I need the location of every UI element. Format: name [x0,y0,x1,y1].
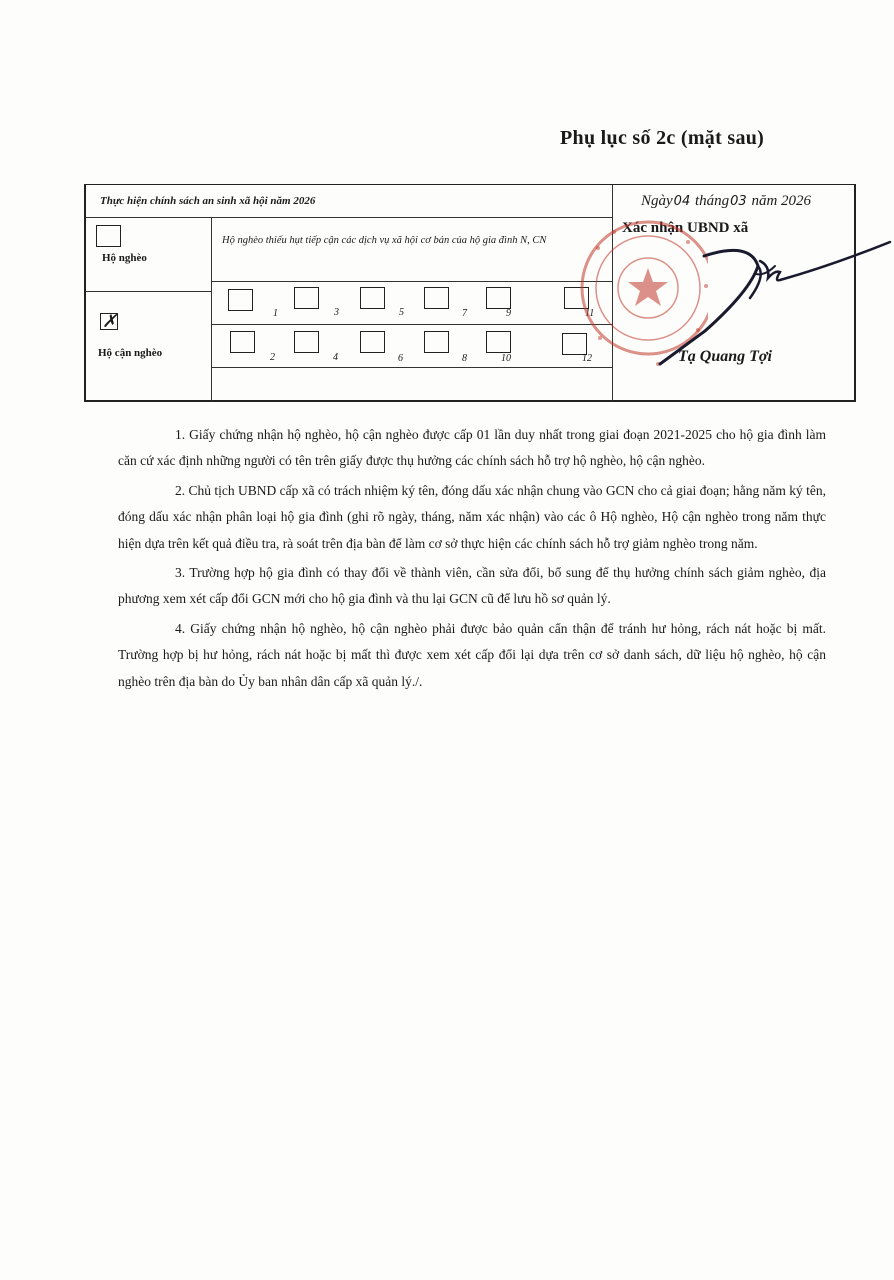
box-number: 3 [334,307,339,318]
day-value: 04 [673,194,691,209]
day-label: Ngày [641,193,673,209]
deprivation-checkbox[interactable] [360,331,385,353]
confirmation-date [641,193,811,210]
note-paragraph: 1. Giấy chứng nhận hộ nghèo, hộ cận nghèo được cấp 01 lần duy nhất trong giai đoạn 2021-2025 cho hộ gia đình làm căn cứ xác định những người có tên trên giấy được thụ hưởng các chính sách hỗ trợ hộ nghèo, hộ cận nghèo. [118,427,826,469]
deprivation-checkbox[interactable] [360,287,385,309]
box-number: 6 [398,353,403,364]
deprivation-checkbox[interactable] [486,287,511,309]
near-poor-household-checkbox[interactable] [100,313,118,330]
box-number: 12 [582,353,592,364]
month-label: tháng [694,193,730,209]
column-divider [211,217,212,401]
box-number: 9 [506,308,511,319]
box-number: 2 [270,352,275,363]
box-number: 7 [462,308,467,319]
deprivation-checkbox[interactable] [228,289,253,311]
row-divider [212,324,612,325]
deprivation-checkbox[interactable] [294,287,319,309]
poor-household-checkbox[interactable] [96,225,121,247]
note-paragraph: 4. Giấy chứng nhận hộ nghèo, hộ cận nghèo phải được bảo quản cẩn thận để tránh hư hỏng, rách nát hoặc bị mất. Trường hợp bị hư hỏng, rách nát hoặc bị mất thì được xem xét cấp đổi lại dựa trên cơ sở danh sách, dữ liệu hộ nghèo, hộ cận nghèo trên địa bàn do Ủy ban nhân dân cấp xã quản lý./. [118,620,826,689]
notes-section [118,422,826,698]
box-number: 10 [501,353,511,364]
page-title: Phụ lục số 2c (mặt sau) [560,127,765,149]
deprivation-checkbox[interactable] [424,331,449,353]
row-divider [86,291,212,292]
deprivation-checkbox[interactable] [424,287,449,309]
box-number: 1 [273,308,278,319]
deprivation-checkbox[interactable] [486,331,511,353]
box-number: 8 [462,353,467,364]
check-mark-icon: ✗ [102,311,118,331]
deprivation-checkbox[interactable] [230,331,255,353]
poor-household-label: Hộ nghèo [102,252,147,264]
box-number: 11 [585,308,595,319]
near-poor-household-label: Hộ cận nghèo [98,347,163,359]
year-text: năm 2026 [751,193,812,209]
row-divider [212,281,612,282]
note-paragraph: 3. Trường hợp hộ gia đình có thay đổi về thành viên, cần sửa đổi, bổ sung để thụ hưởng chính sách giảm nghèo, địa phương xem xét cấp đổi GCN mới cho hộ gia đình và thu lại GCN cũ để lưu hồ sơ quản lý. [118,565,826,607]
note-paragraph: 2. Chủ tịch UBND cấp xã có trách nhiệm ký tên, đóng dấu xác nhận chung vào GCN cho cả giai đoạn; hằng năm ký tên, đóng dấu xác nhận phân loại hộ gia đình (ghi rõ ngày, tháng, năm xác nhận) vào các ô Hộ nghèo, Hộ cận nghèo trong năm thực hiện dựa trên kết quả điều tra, rà soát trên địa bàn để làm cơ sở thực hiện các chính sách hỗ trợ giảm nghèo trong năm. [118,482,826,551]
box-number: 4 [333,352,338,363]
row-divider [86,217,612,218]
signer-name: Tạ Quang Tợi [678,348,772,365]
deprivation-note: Hộ nghèo thiếu hụt tiếp cận các dịch vụ xã hội cơ bản của hộ gia đình N, CN [222,235,547,246]
deprivation-checkbox[interactable] [294,331,319,353]
program-header: Thực hiện chính sách an sinh xã hội năm 2026 [100,195,316,207]
confirmation-title: Xác nhận UBND xã [622,220,749,236]
month-value: 03 [730,194,747,209]
box-number: 5 [399,307,404,318]
row-divider [212,367,612,368]
signature-icon [640,236,894,366]
